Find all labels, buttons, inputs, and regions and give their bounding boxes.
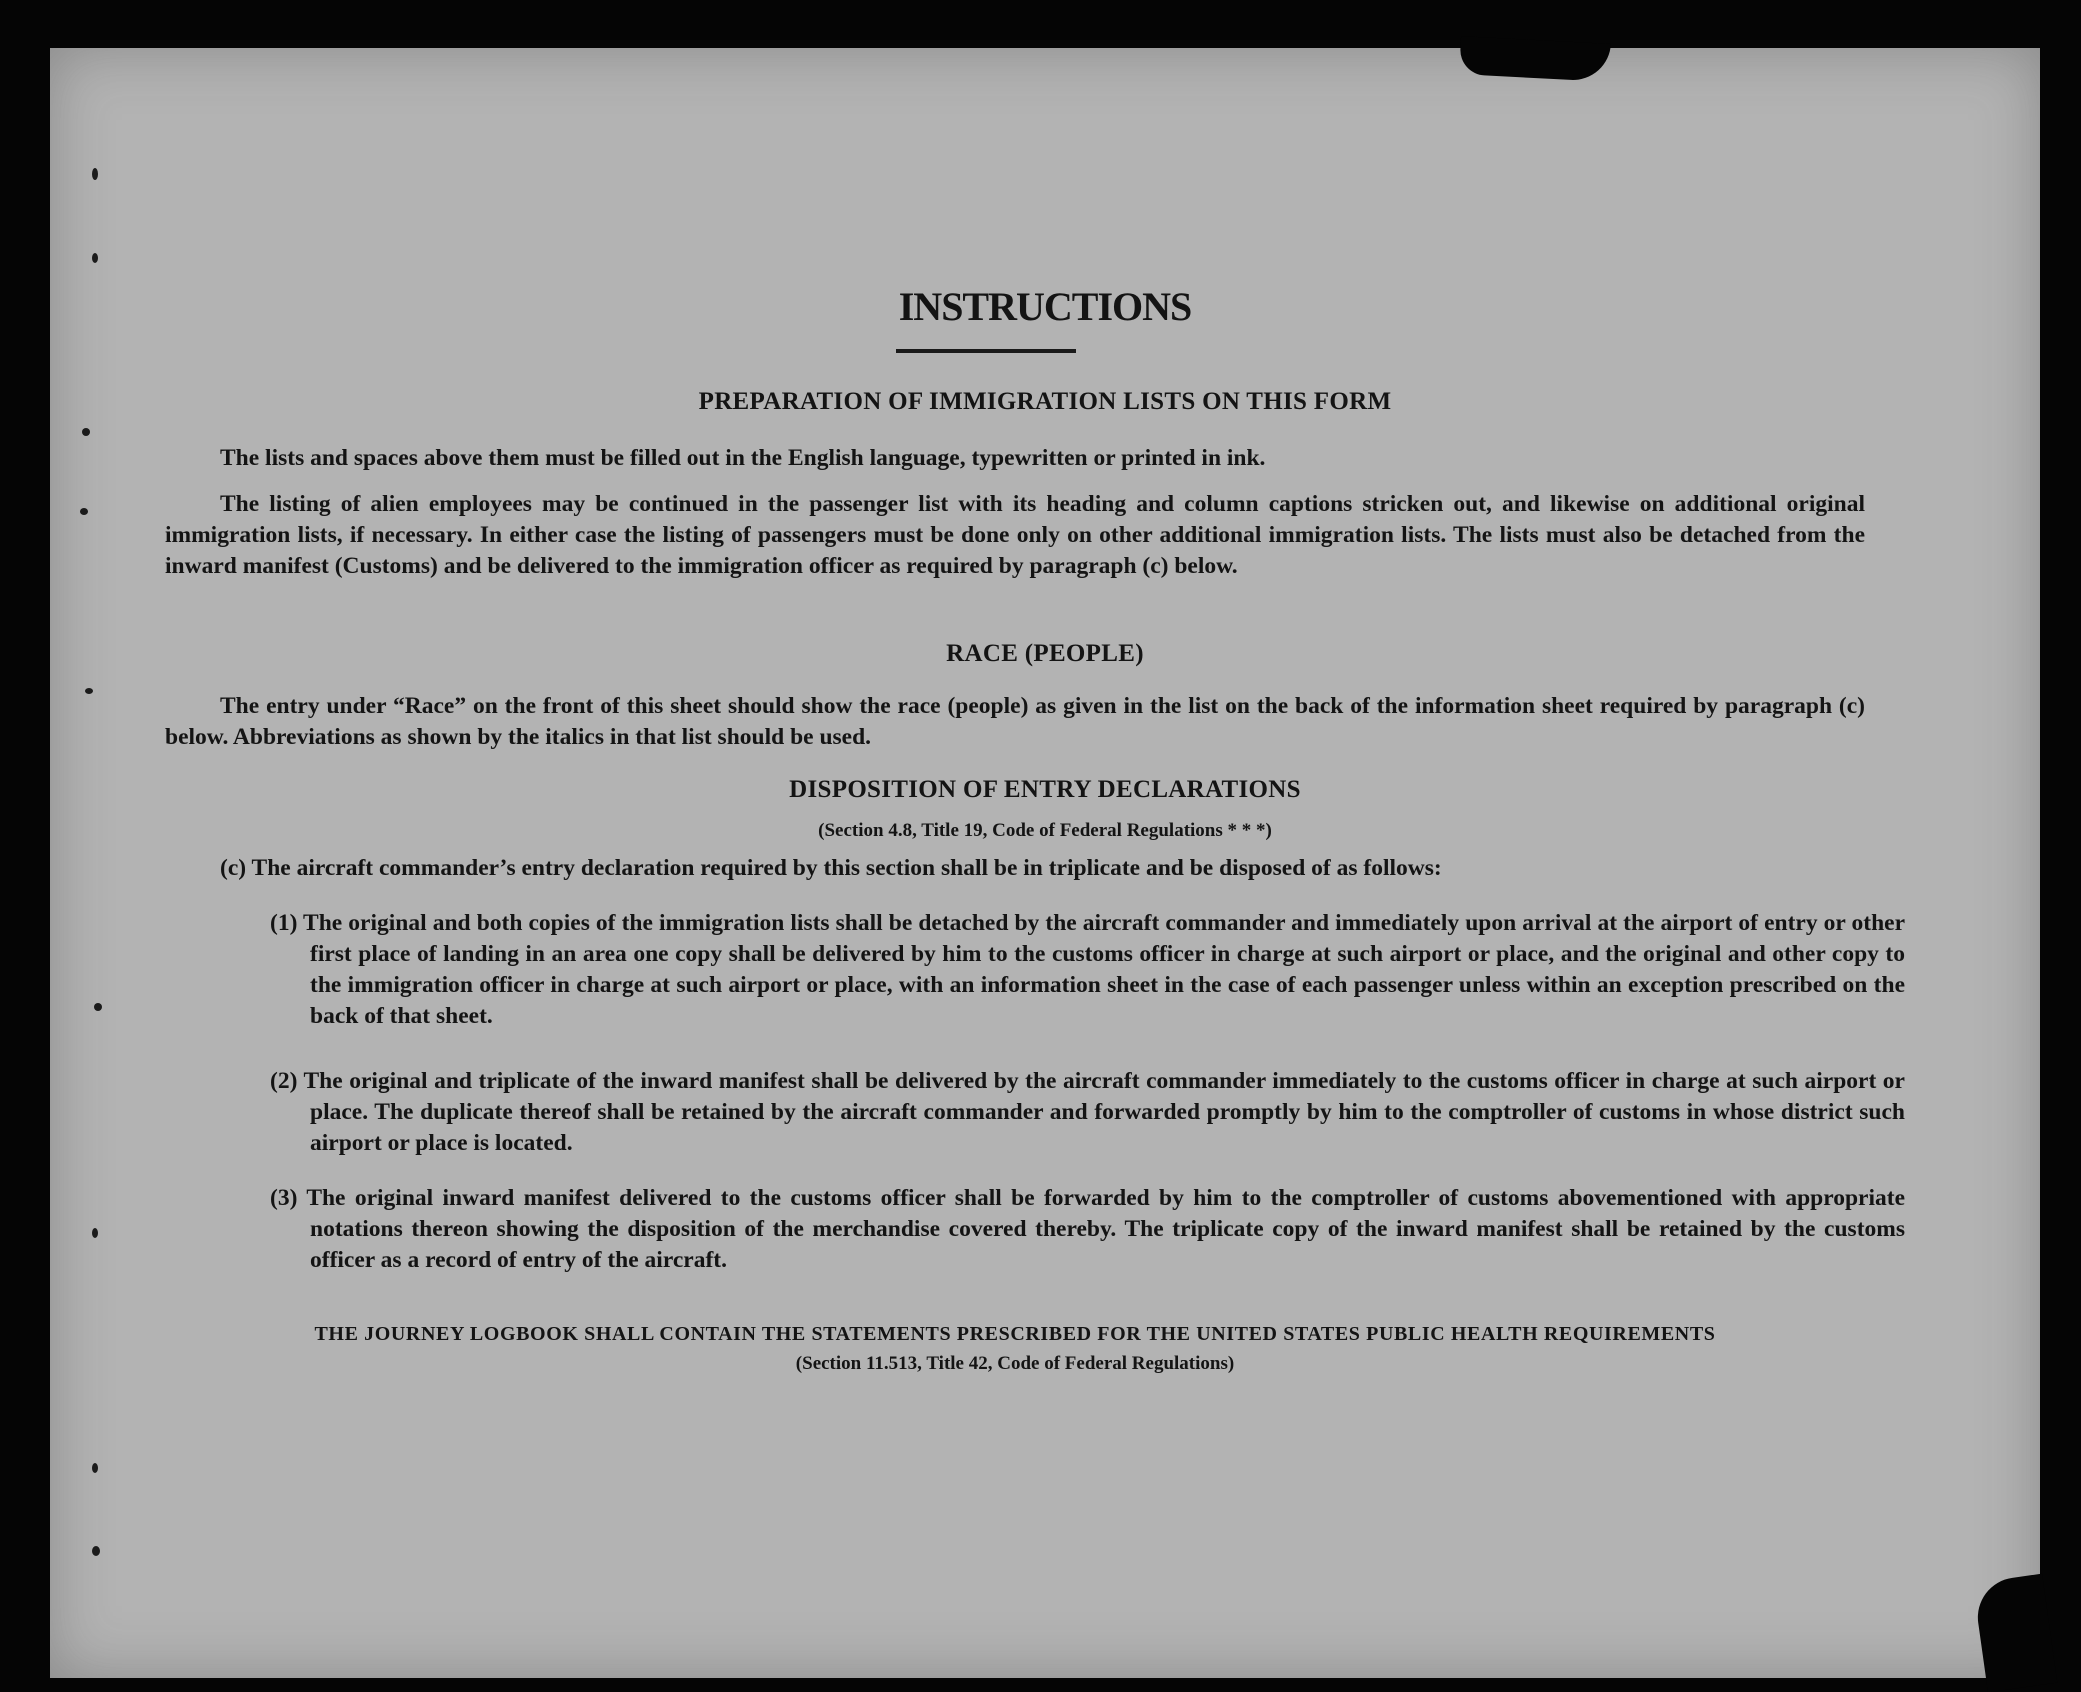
paragraph-race: The entry under “Race” on the front of this sheet should show the race (people) as given in the list on the back of the information sheet required by paragraph (c) below. Abbreviations as shown by the italics in that list should be used. — [165, 693, 1865, 750]
paragraph-preparation-1: The lists and spaces above them must be filled out in the English language, typewritten or printed in ink. — [220, 445, 1266, 471]
disposition-intro: (c) The aircraft commander’s entry declaration required by this section shall be in triplicate and be disposed of as follows: — [220, 855, 1442, 881]
binder-mark — [92, 253, 98, 263]
binder-mark — [92, 1228, 98, 1238]
document-page — [50, 48, 2040, 1678]
torn-corner — [1973, 1574, 2058, 1692]
binder-mark — [80, 508, 88, 515]
disposition-item-1: (1) The original and both copies of the immigration lists shall be detached by the aircraft commander and immediately upon arrival at the airport of entry or other first place of landing in an area one copy shall be delivered by him to the customs officer in charge at such airport or place, and the original and other copy to the immigration officer in charge at such airport or place, with an information sheet in the case of each passenger unless within an exception prescribed on the back of that sheet. — [270, 910, 1905, 1029]
disposition-citation: (Section 4.8, Title 19, Code of Federal Regulations * * *) — [818, 820, 1272, 841]
section-heading-race: RACE (PEOPLE) — [946, 640, 1144, 667]
section-heading-preparation: PREPARATION OF IMMIGRATION LISTS ON THIS FORM — [698, 388, 1392, 415]
section-heading-disposition: DISPOSITION OF ENTRY DECLARATIONS — [789, 776, 1301, 803]
binder-mark — [92, 1463, 98, 1473]
disposition-item-2: (2) The original and triplicate of the inward manifest shall be delivered by the aircraft commander immediately to the customs officer in charge at such airport or place. The duplicate thereof shall be retained by the aircraft commander and forwarded promptly by him to the comptroller of customs in whose district such airport or place is located. — [270, 1068, 1905, 1156]
footer-requirement: THE JOURNEY LOGBOOK SHALL CONTAIN THE STATEMENTS PRESCRIBED FOR THE UNITED STATES PUBLIC HEALTH REQUIREMENTS — [314, 1323, 1716, 1345]
binder-mark — [82, 428, 90, 436]
paragraph-preparation-2: The listing of alien employees may be continued in the passenger list with its heading and column captions stricken out, and likewise on additional original immigration lists, if necessary. In either case the listing of passengers must be done only on other additional immigration lists. The lists must also be detached from the inward manifest (Customs) and be delivered to the immigration officer as required by paragraph (c) below. — [165, 491, 1865, 579]
title-underline — [896, 349, 1076, 353]
binder-mark — [92, 1546, 100, 1556]
binder-mark — [94, 1003, 102, 1011]
binder-mark — [85, 688, 93, 694]
footer-citation: (Section 11.513, Title 42, Code of Federal Regulations) — [795, 1353, 1235, 1374]
binder-mark — [92, 168, 98, 180]
page-title: INSTRUCTIONS — [898, 284, 1192, 329]
disposition-item-3: (3) The original inward manifest delivered to the customs officer shall be forwarded by him to the comptroller of customs abovementioned with appropriate notations thereon showing the disposition of the merchandise covered thereby. The triplicate copy of the inward manifest shall be retained by the customs officer as a record of entry of the aircraft. — [270, 1185, 1905, 1273]
